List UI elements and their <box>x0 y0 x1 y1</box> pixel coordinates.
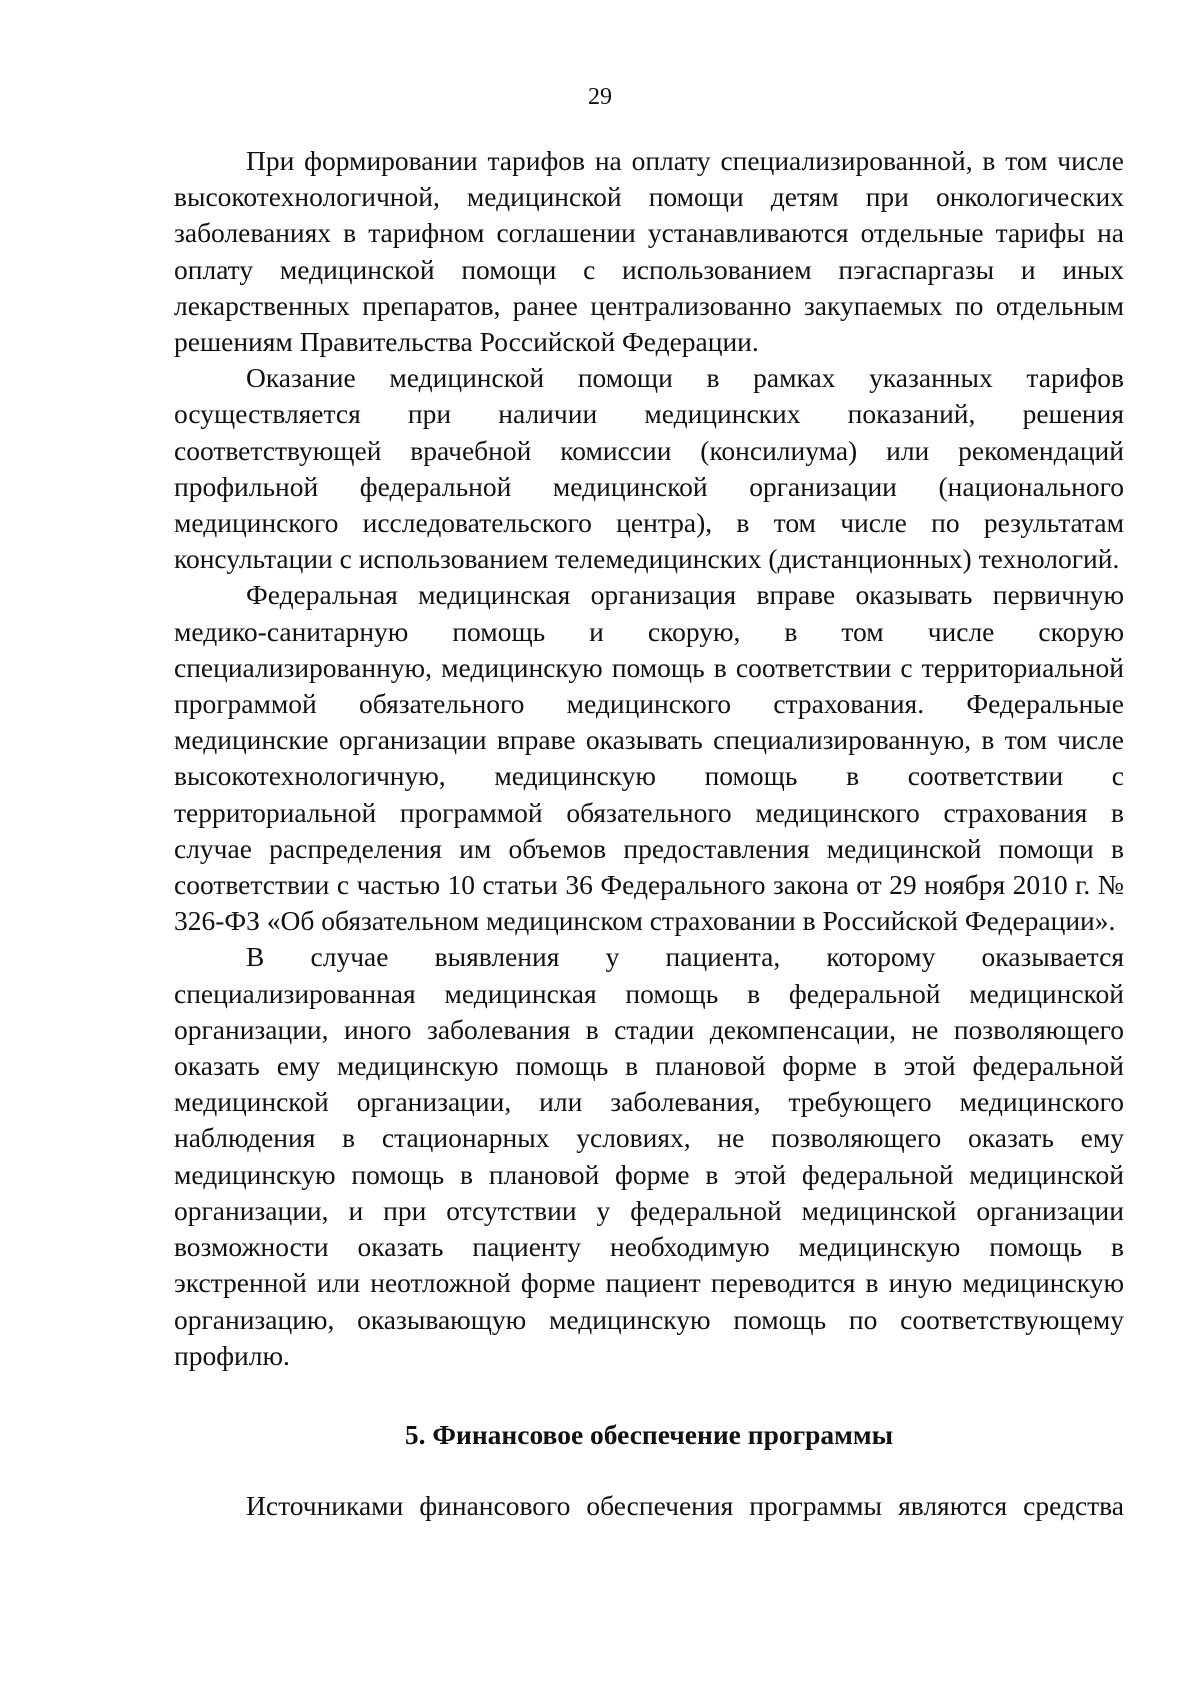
paragraph-medical-care-provision: Оказание медицинской помощи в рамках указанных тарифов осуществляется при наличии медицинских показаний, решения соответствующей врачебной комиссии (консилиума) или рекомендаций профильной федеральной медицинской организации (национального медицинского исследовательского центра), в том числе по результатам консультации с использованием телемедицинских (дистанционных) технологий. <box>174 362 1124 575</box>
section-heading: 5. Финансовое обеспечение программы <box>404 1418 894 1450</box>
paragraph-federal-organization: Федеральная медицинская организация вправе оказывать первичную медико-санитарную помощь и скорую, в том числе скорую специализированную, медицинскую помощь в соответствии с территориальной программой обязательного медицинского страхования. Федеральные медицинские организации вправе оказывать специализированную, в том числе высокотехнологичную, медицинскую помощь в соответствии с территориальной программой обязательного медицинского страхования в случае распределения им объемов предоставления медицинской помощи в соответствии с частью 10 статьи 36 Федерального закона от 29 ноября 2010 г. № 326-ФЗ «Об обязательном медицинском страховании в Российской Федерации». <box>174 579 1124 937</box>
document-body <box>174 143 1124 1524</box>
paragraph-funding-sources: Источниками финансового обеспечения программы являются средства <box>246 1489 1124 1521</box>
paragraph-patient-transfer: В случае выявления у пациента, которому оказывается специализированная медицинская помощь в федеральной медицинской организации, иного заболевания в стадии декомпенсации, не позволяющего оказать ему медицинскую помощь в плановой форме в этой федеральной медицинской организации, или заболевания, требующего медицинского наблюдения в стационарных условиях, не позволяющего оказать ему медицинскую помощь в плановой форме в этой федеральной медицинской организации, и при отсутствии у федеральной медицинской организации возможности оказать пациенту необходимую медицинскую помощь в экстренной или неотложной форме пациент переводится в иную медицинскую организацию, оказывающую медицинскую помощь по соответствующему профилю. <box>174 941 1124 1371</box>
page-number: 29 <box>588 84 612 110</box>
paragraph-tariffs: При формировании тарифов на оплату специализированной, в том числе высокотехнологичной, медицинской помощи детям при онкологических заболеваниях в тарифном соглашении устанавливаются отдельные тарифы на оплату медицинской помощи с использованием пэгаспаргазы и иных лекарственных препаратов, ранее централизованно закупаемых по отдельным решениям Правительства Российской Федерации. <box>174 145 1124 358</box>
